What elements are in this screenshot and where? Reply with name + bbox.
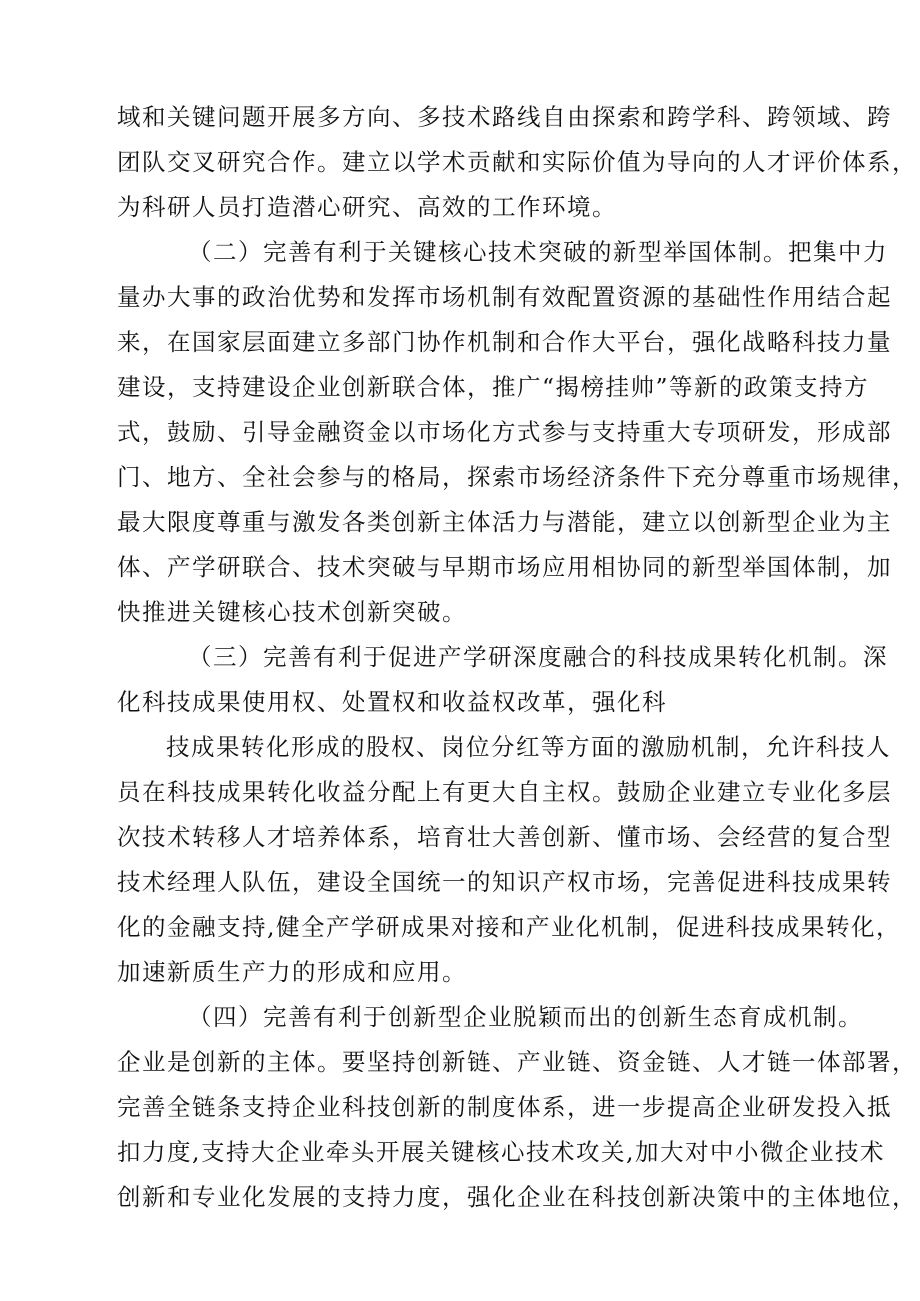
text-line: 域和关键问题开展多方向、多技术路线自由探索和跨学科、跨领域、跨 bbox=[117, 103, 892, 131]
text-line: 快推进关键核心技术创新突破。 bbox=[117, 598, 467, 626]
text-line: 技成果转化形成的股权、岗位分红等方面的激励机制，允许科技人 bbox=[166, 733, 891, 761]
text-line: 最大限度尊重与激发各类创新主体活力与潜能，建立以创新型企业为主 bbox=[117, 508, 892, 536]
text-line: 建设，支持建设企业创新联合体，推广“揭榜挂帅”等新的政策支持方 bbox=[117, 373, 870, 401]
text-line: 技术经理人队伍，建设全国统一的知识产权市场，完善促进科技成果转 bbox=[117, 868, 892, 896]
text-line: 体、产学研联合、技术突破与早期市场应用相协同的新型举国体制，加 bbox=[117, 553, 892, 581]
text-line: 完善全链条支持企业科技创新的制度体系，进一步提高企业研发投入抵 bbox=[117, 1093, 892, 1121]
text-line: 企业是创新的主体。要坚持创新链、产业链、资金链、人才链一体部署， bbox=[117, 1048, 917, 1076]
text-line: （四）完善有利于创新型企业脱颖而出的创新生态育成机制。 bbox=[188, 1003, 863, 1031]
text-line: 扣力度,支持大企业牵头开展关键核心技术攻关,加大对中小微企业技术 bbox=[117, 1138, 885, 1166]
text-line: 式，鼓励、引导金融资金以市场化方式参与支持重大专项研发，形成部 bbox=[117, 418, 892, 446]
text-line: （三）完善有利于促进产学研深度融合的科技成果转化机制。深 bbox=[188, 643, 888, 671]
text-line: 化的金融支持,健全产学研成果对接和产业化机制，促进科技成果转化， bbox=[117, 913, 901, 941]
text-line: 量办大事的政治优势和发挥市场机制有效配置资源的基础性作用结合起 bbox=[117, 283, 892, 311]
text-line: 团队交叉研究合作。建立以学术贡献和实际价值为导向的人才评价体系， bbox=[117, 148, 917, 176]
text-line: 来，在国家层面建立多部门协作机制和合作大平台，强化战略科技力量 bbox=[117, 328, 892, 356]
text-line: 门、地方、全社会参与的格局，探索市场经济条件下充分尊重市场规律， bbox=[117, 463, 917, 491]
text-line: （二）完善有利于关键核心技术突破的新型举国体制。把集中力 bbox=[188, 238, 888, 266]
text-line: 为科研人员打造潜心研究、高效的工作环境。 bbox=[117, 193, 617, 221]
text-line: 化科技成果使用权、处置权和收益权改革，强化科 bbox=[117, 688, 667, 716]
text-line: 员在科技成果转化收益分配上有更大自主权。鼓励企业建立专业化多层 bbox=[117, 778, 892, 806]
text-line: 加速新质生产力的形成和应用。 bbox=[117, 958, 467, 986]
text-line: 次技术转移人才培养体系，培育壮大善创新、懂市场、会经营的复合型 bbox=[117, 823, 892, 851]
text-line: 创新和专业化发展的支持力度，强化企业在科技创新决策中的主体地位， bbox=[117, 1183, 917, 1211]
